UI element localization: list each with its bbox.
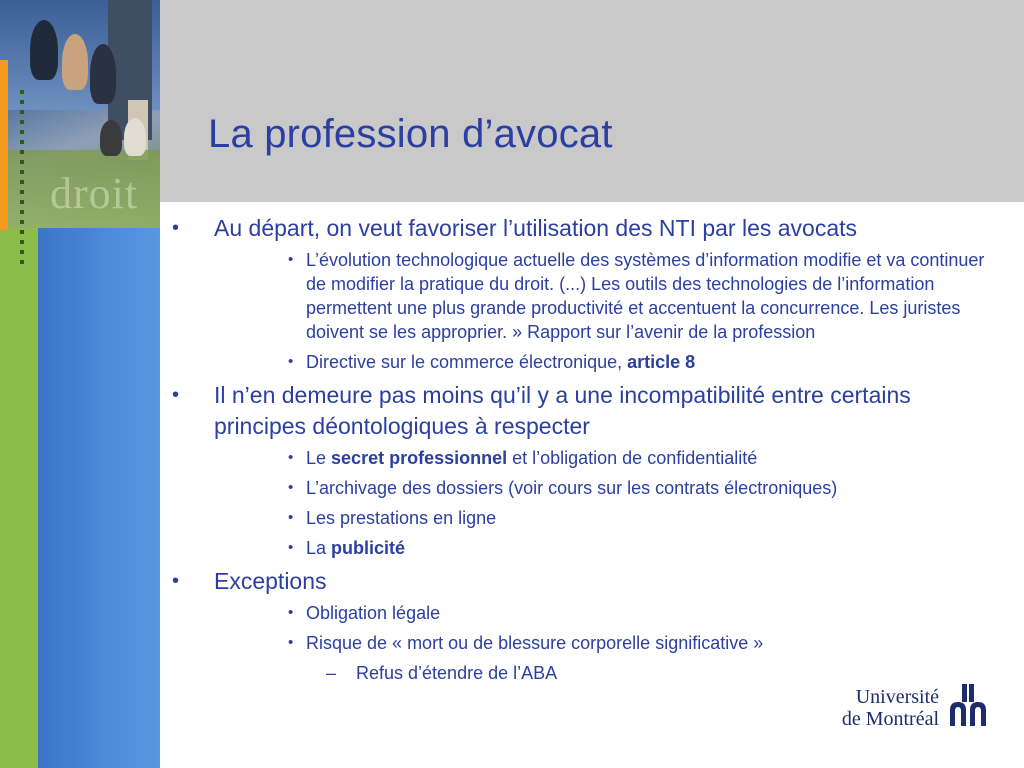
bullet-2-4-bold: publicité	[331, 538, 406, 558]
logo-line-1: Université	[855, 686, 939, 708]
logo-wordmark	[836, 686, 939, 730]
droit-watermark: droit	[50, 169, 139, 218]
title-bar	[160, 0, 1024, 202]
bullet-2-4	[288, 536, 986, 560]
bullet-3-2: • Risque de « mort ou de blessure corporelle significative »	[288, 631, 986, 655]
bullet-1-2-bold: article 8	[627, 352, 696, 372]
orange-accent	[0, 60, 8, 230]
slide-content	[172, 213, 1004, 685]
bullet-2-3: • Les prestations en ligne	[288, 506, 986, 530]
bullet-2-1-post: et l’obligation de confidentialité	[507, 448, 758, 468]
bullet-3-1: • Obligation légale	[288, 601, 986, 625]
bullet-1-1: • L’évolution technologique actuelle des systèmes d’information modifie et va continuer de modifier la pratique du droit. (...) Les outils des technologies de l’information permettent une plus grande productivité et accentuent la concurrence. Les juristes doivent se les approprier. » Rapport sur l’avenir de la profession	[288, 248, 986, 344]
bullet-1: • Au départ, on veut favoriser l’utilisation des NTI par les avocats	[172, 213, 1004, 244]
bullet-2-2: • L’archivage des dossiers (voir cours sur les contrats électroniques)	[288, 476, 986, 500]
bullet-1-2	[288, 350, 986, 374]
universite-de-montreal-logo	[836, 680, 996, 750]
decorative-side-band	[0, 0, 160, 768]
blue-panel	[38, 228, 160, 768]
university-emblem-icon	[948, 684, 988, 726]
campus-photo	[0, 0, 160, 228]
bullet-2-1-pre: Le	[306, 448, 332, 468]
bullet-1-2-text: Directive sur le commerce électronique,	[306, 352, 628, 372]
dotted-accent	[20, 90, 24, 270]
bullet-3-2-1: – Refus d’étendre de l’ABA	[326, 661, 1004, 685]
slide-title: La profession d’avocat	[208, 112, 613, 156]
bullet-2-4-pre: La	[306, 538, 332, 558]
logo-line-2: de Montréal	[841, 708, 939, 730]
bullet-2-1-bold: secret professionnel	[331, 448, 508, 468]
bullet-3: • Exceptions	[172, 566, 1004, 597]
bullet-2: • Il n’en demeure pas moins qu’il y a une incompatibilité entre certains principes déontologiques à respecter	[172, 380, 1004, 442]
bullet-2-1	[288, 446, 986, 470]
